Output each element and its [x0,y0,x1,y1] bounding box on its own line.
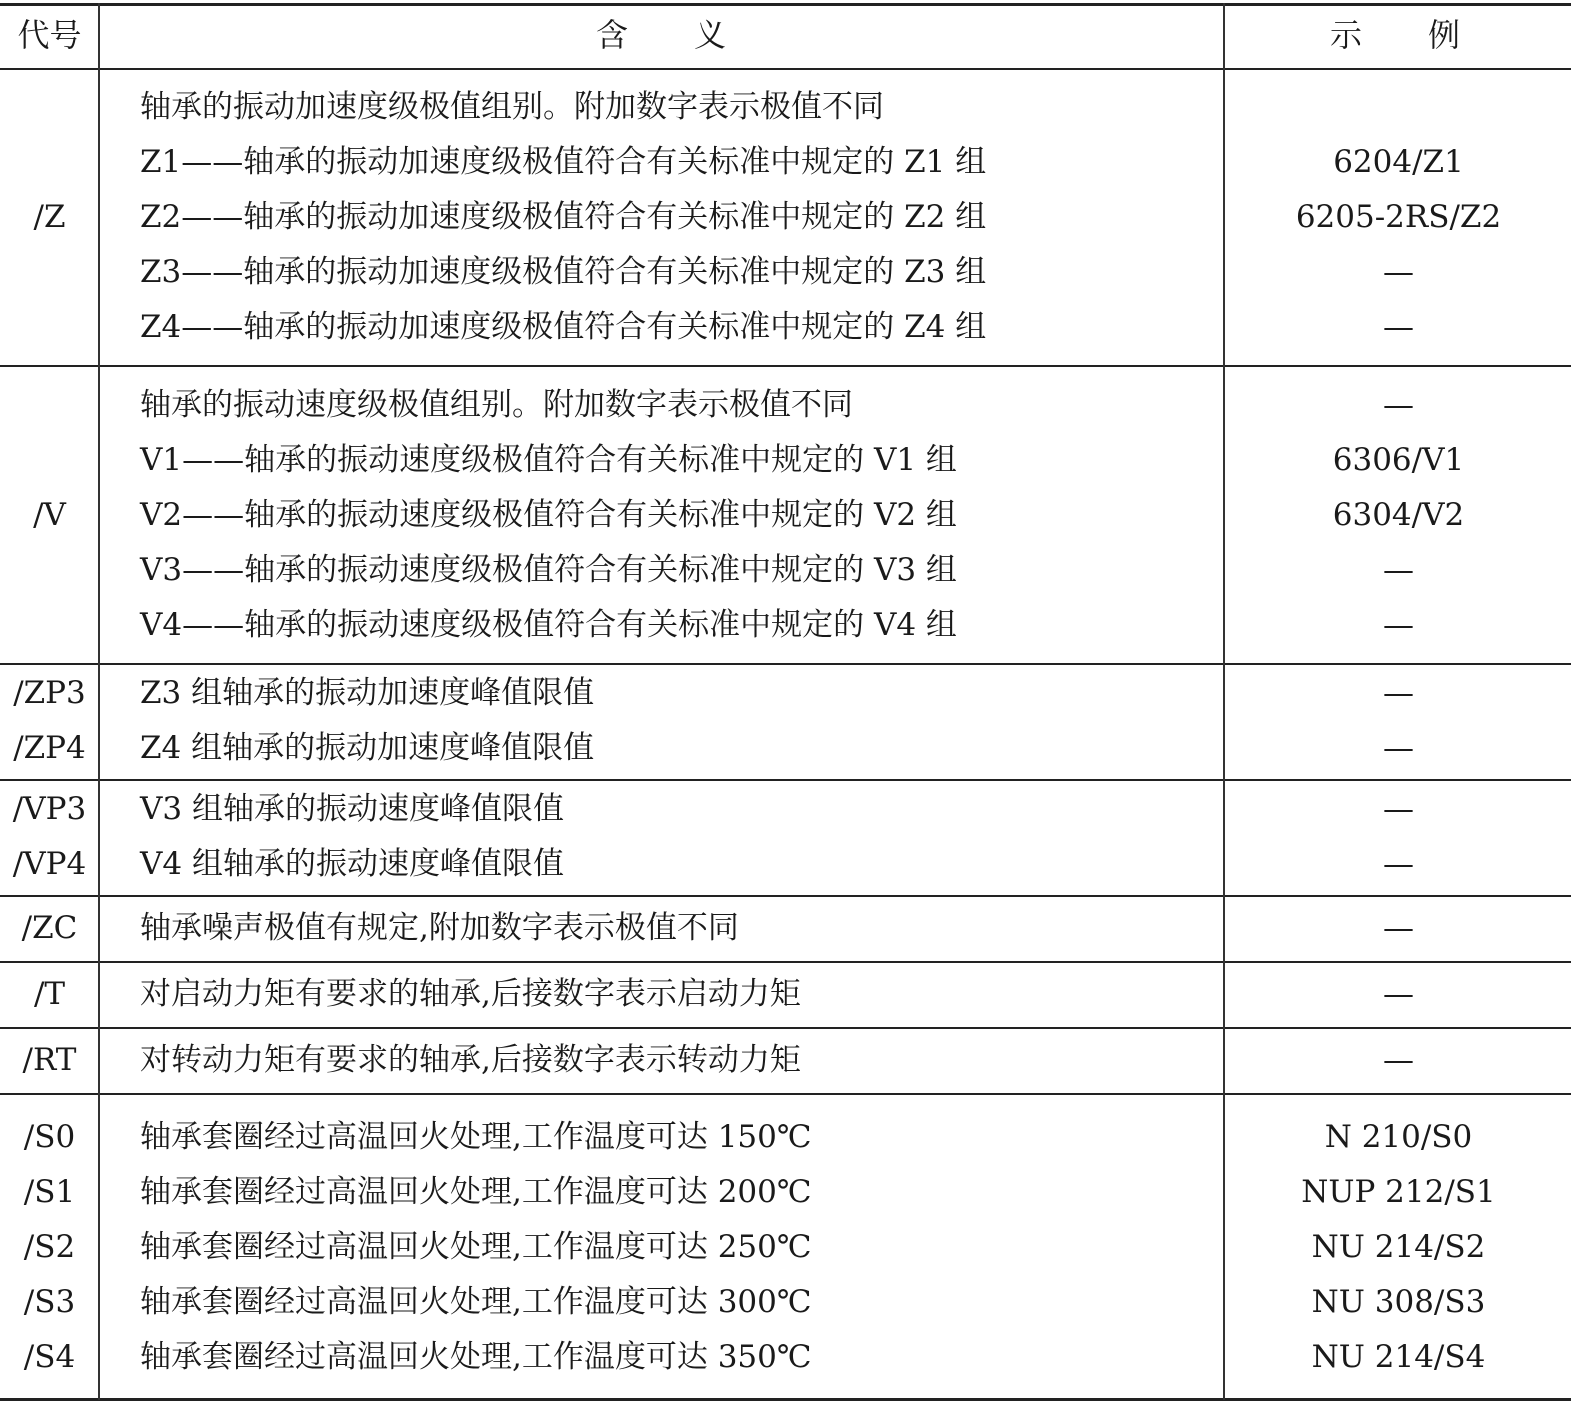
example-cell: N 210/S0 [1324,1119,1473,1155]
header-example-char-1: 示 [1330,16,1363,54]
code-cell: /T [33,976,66,1012]
example-cell: — [1383,846,1414,882]
meaning-line: Z1——轴承的振动加速度级极值符合有关标准中规定的 Z1 组 [140,144,987,180]
example-cell: — [1383,910,1414,946]
meaning-line: V3 组轴承的振动速度峰值限值 [140,791,564,827]
example-cell: 6204/Z1 [1333,144,1464,180]
meaning-line: V4——轴承的振动速度级极值符合有关标准中规定的 V4 组 [140,607,957,643]
meaning-line: V4 组轴承的振动速度峰值限值 [140,846,564,882]
code-cell: /V [33,497,66,533]
meaning-line: V2——轴承的振动速度级极值符合有关标准中规定的 V2 组 [140,497,957,533]
table-rule [0,1027,1571,1029]
header-meaning-char-1: 含 [596,16,629,54]
table-rule [0,779,1571,781]
example-cell: — [1383,791,1414,827]
table-rule [0,1093,1571,1095]
example-cell: 6304/V2 [1332,497,1465,533]
meaning-line: Z4——轴承的振动加速度级极值符合有关标准中规定的 Z4 组 [140,309,987,345]
example-cell: 6205-2RS/Z2 [1295,199,1502,235]
meaning-line: 轴承套圈经过高温回火处理,工作温度可达 300℃ [140,1284,812,1320]
meaning-line: Z4 组轴承的振动加速度峰值限值 [140,730,595,766]
code-cell: /RT [22,1042,77,1078]
table-rule [0,365,1571,367]
example-cell: — [1383,552,1414,588]
code-cell: /Z [33,199,66,235]
code-cell: /ZP3 [13,675,86,711]
meaning-line: 对转动力矩有要求的轴承,后接数字表示转动力矩 [140,1042,801,1078]
table-rule [0,1398,1571,1401]
example-cell: NU 308/S3 [1311,1284,1486,1320]
example-cell: — [1383,254,1414,290]
meaning-line: V3——轴承的振动速度级极值符合有关标准中规定的 V3 组 [140,552,957,588]
meaning-line: V1——轴承的振动速度级极值符合有关标准中规定的 V1 组 [140,442,957,478]
example-cell: — [1383,309,1414,345]
code-cell: /VP4 [12,846,87,882]
example-cell: — [1383,607,1414,643]
meaning-line: Z3 组轴承的振动加速度峰值限值 [140,675,595,711]
example-cell: — [1383,1042,1414,1078]
meaning-line: 轴承套圈经过高温回火处理,工作温度可达 150℃ [140,1119,812,1155]
example-cell: — [1383,730,1414,766]
meaning-line: 轴承套圈经过高温回火处理,工作温度可达 200℃ [140,1174,812,1210]
meaning-line: Z2——轴承的振动加速度级极值符合有关标准中规定的 Z2 组 [140,199,987,235]
meaning-line: 轴承的振动加速度级极值组别。附加数字表示极值不同 [140,89,884,125]
header-example-char-2: 例 [1428,16,1461,54]
code-cell: /ZP4 [13,730,86,766]
code-cell: /VP3 [12,791,87,827]
header-code: 代号 [17,16,82,54]
table-rule [0,3,1571,6]
table-rule [0,961,1571,963]
meaning-line: 轴承噪声极值有规定,附加数字表示极值不同 [140,910,739,946]
code-cell: /S0 [23,1119,76,1155]
example-cell: — [1383,675,1414,711]
code-cell: /S2 [23,1229,76,1265]
meaning-line: 轴承的振动速度级极值组别。附加数字表示极值不同 [140,387,853,423]
meaning-line: Z3——轴承的振动加速度级极值符合有关标准中规定的 Z3 组 [140,254,987,290]
example-cell: 6306/V1 [1332,442,1465,478]
example-cell: NU 214/S2 [1311,1229,1486,1265]
table-rule [0,895,1571,897]
code-cell: /S3 [23,1284,76,1320]
example-cell: NUP 212/S1 [1301,1174,1496,1210]
meaning-line: 轴承套圈经过高温回火处理,工作温度可达 250℃ [140,1229,812,1265]
table-rule [0,663,1571,665]
meaning-line: 对启动力矩有要求的轴承,后接数字表示启动力矩 [140,976,801,1012]
header-meaning-char-2: 义 [694,16,727,54]
example-cell: — [1383,976,1414,1012]
table-rule [0,68,1571,70]
example-cell: — [1383,387,1414,423]
column-divider [1223,3,1225,1400]
code-cell: /S4 [23,1339,76,1375]
code-cell: /S1 [23,1174,76,1210]
example-cell: NU 214/S4 [1311,1339,1486,1375]
code-cell: /ZC [21,910,78,946]
meaning-line: 轴承套圈经过高温回火处理,工作温度可达 350℃ [140,1339,812,1375]
